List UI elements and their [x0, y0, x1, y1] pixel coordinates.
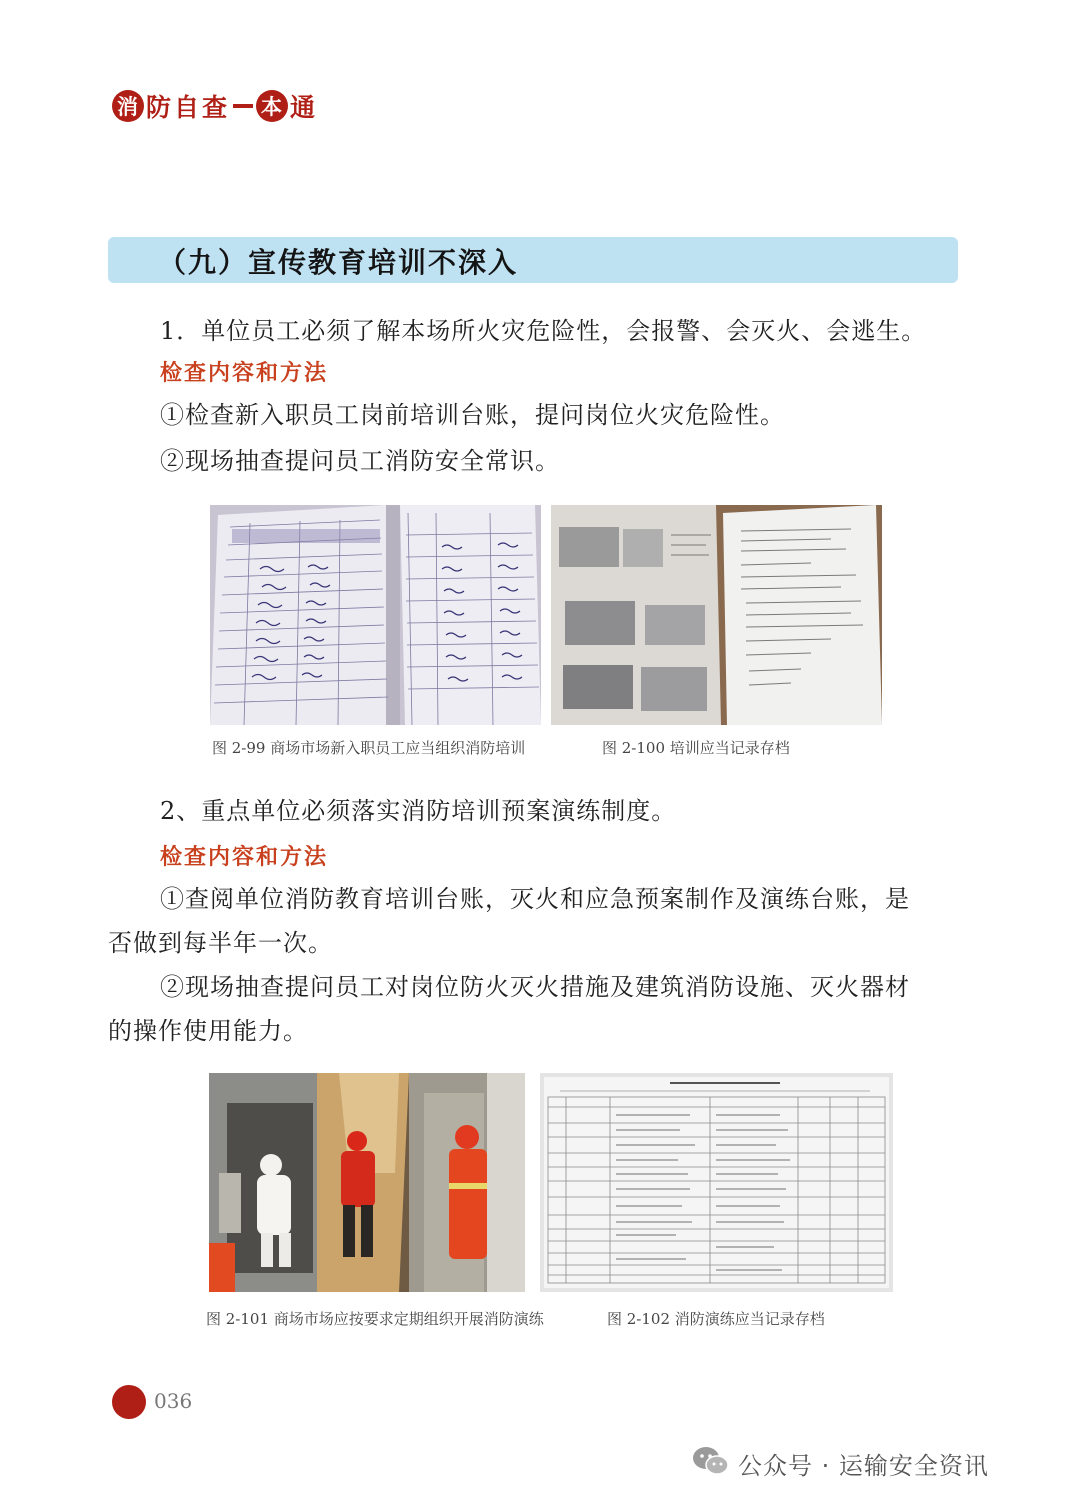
section-banner [108, 237, 958, 283]
wechat-watermark [692, 1445, 989, 1481]
brand-char: 查 [202, 93, 229, 122]
figure-caption-2-99: 图 2-99 商场市场新入职员工应当组织消防培训 [212, 739, 526, 757]
item2-heading: 2、重点单位必须落实消防培训预案演练制度。 [160, 797, 677, 825]
item2-subheading: 检查内容和方法 [160, 845, 329, 870]
brand-char: 自 [174, 93, 201, 122]
item1-subheading: 检查内容和方法 [160, 361, 329, 386]
fire-drill-photo [209, 1073, 525, 1292]
section-title: （九）宣传教育培训不深入 [158, 246, 519, 279]
brand-char: 防 [146, 93, 173, 122]
page-number-dot [112, 1385, 146, 1419]
item1-point-2: ②现场抽查提问员工消防安全常识。 [160, 447, 560, 475]
brand-char: 消 [112, 90, 144, 122]
figure-caption-2-101: 图 2-101 商场市场应按要求定期组织开展消防演练 [206, 1310, 544, 1328]
item2-point-2-line-2: 的操作使用能力。 [108, 1017, 308, 1045]
book-brand-logo [112, 88, 318, 124]
training-records-photo [551, 505, 882, 725]
item1-heading: 1．单位员工必须了解本场所火灾危险性，会报警、会灭火、会逃生。 [160, 317, 927, 345]
item2-point-1-line-2: 否做到每半年一次。 [108, 929, 333, 957]
brand-char: 本 [256, 90, 288, 122]
item2-point-2-line-1: ②现场抽查提问员工对岗位防火灭火措施及建筑消防设施、灭火器材 [160, 973, 910, 1001]
brand-char: 通 [290, 93, 317, 122]
page-number: 036 [154, 1389, 193, 1413]
training-register-photo [210, 505, 541, 725]
figure-caption-2-100: 图 2-100 培训应当记录存档 [602, 739, 790, 757]
brand-dash [233, 104, 253, 108]
drill-record-photo [540, 1073, 893, 1292]
wechat-icon [692, 1445, 730, 1481]
figure-caption-2-102: 图 2-102 消防演练应当记录存档 [607, 1310, 825, 1328]
watermark-text: 公众号 · 运输安全资讯 [738, 1451, 989, 1480]
item1-point-1: ①检查新入职员工岗前培训台账，提问岗位火灾危险性。 [160, 401, 785, 429]
item2-point-1-line-1: ①查阅单位消防教育培训台账，灭火和应急预案制作及演练台账，是 [160, 885, 910, 913]
